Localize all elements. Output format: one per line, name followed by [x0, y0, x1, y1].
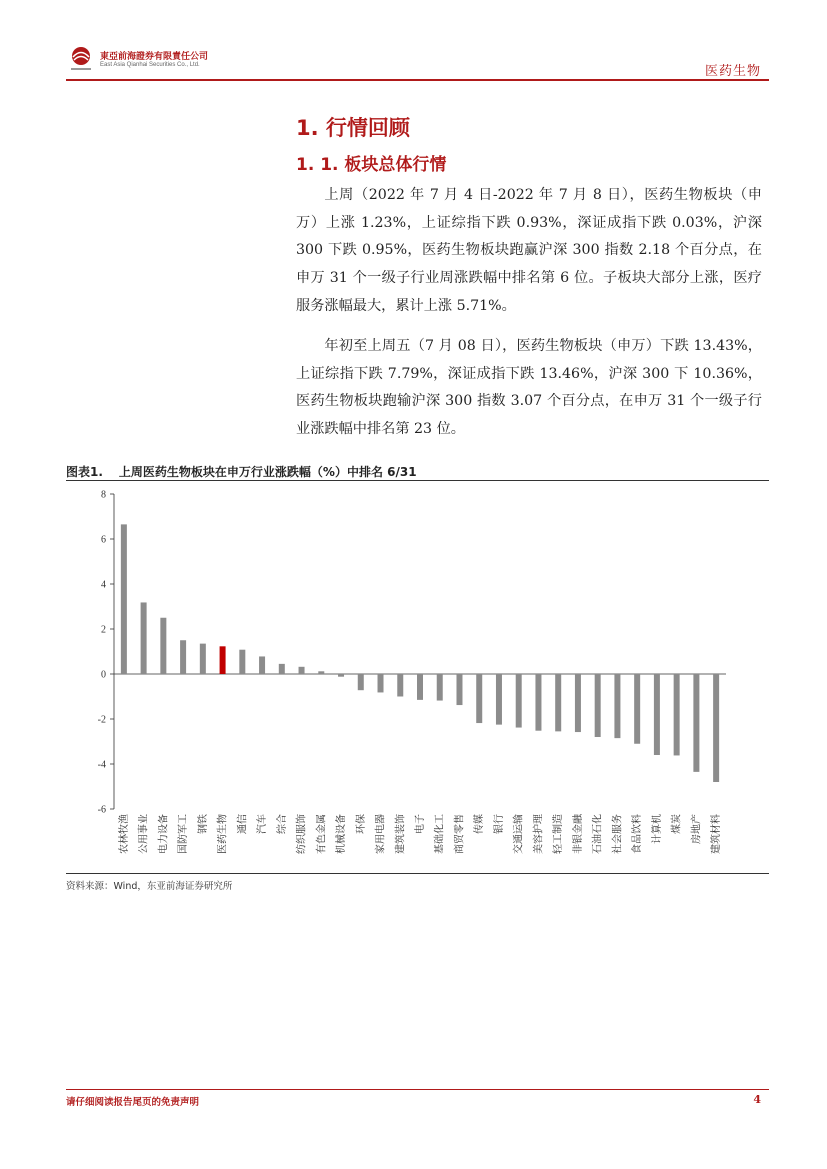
- x-category-label: 汽车: [257, 814, 269, 834]
- x-category-label: 综合: [276, 814, 288, 834]
- x-category-label: 石油石化: [592, 814, 604, 854]
- x-category-label: 家用电器: [375, 814, 387, 854]
- x-category-label: 交通运输: [513, 814, 525, 854]
- x-category-label: 公用事业: [138, 814, 150, 854]
- bar-12: [358, 674, 364, 690]
- y-tick-label: 2: [101, 624, 106, 636]
- bar-5: [220, 646, 226, 674]
- x-category-label: 银行: [493, 814, 505, 834]
- page-number: 4: [753, 1093, 761, 1106]
- bar-18: [476, 674, 482, 723]
- bar-9: [299, 667, 305, 674]
- figure-source: 资料来源：Wind，东亚前海证券研究所: [66, 881, 233, 892]
- company-name-en: East Asia Qianhai Securities Co., Ltd.: [100, 62, 200, 68]
- bar-14: [397, 674, 403, 697]
- x-category-label: 医药生物: [217, 814, 229, 854]
- x-category-label: 非银金融: [572, 814, 584, 854]
- bar-8: [279, 664, 285, 674]
- header-divider: [66, 79, 769, 81]
- x-category-label: 轻工制造: [553, 814, 565, 854]
- bar-19: [496, 674, 502, 725]
- figure-label: 图表1.: [66, 465, 103, 479]
- x-category-label: 有色金属: [316, 814, 328, 854]
- bar-21: [535, 674, 541, 731]
- bar-26: [634, 674, 640, 744]
- x-category-label: 纺织服饰: [296, 814, 308, 854]
- x-category-label: 通信: [237, 814, 249, 834]
- footer-divider: [66, 1089, 769, 1090]
- y-tick-label: 6: [101, 534, 106, 546]
- subsection-heading: 1. 1. 板块总体行情: [296, 155, 447, 175]
- figure-top-rule: [66, 480, 769, 481]
- company-name-cn: 東亞前海證券有限責任公司: [100, 52, 209, 62]
- x-category-label: 计算机: [651, 814, 663, 844]
- y-tick-label: 8: [101, 489, 106, 501]
- bar-15: [417, 674, 423, 700]
- x-category-label: 国防军工: [178, 814, 190, 854]
- x-category-label: 建筑装饰: [395, 814, 407, 854]
- bar-11: [338, 674, 344, 677]
- x-category-label: 美容护理: [533, 814, 545, 854]
- x-category-label: 煤炭: [671, 814, 683, 834]
- sector-tag: 医药生物: [704, 64, 761, 79]
- bar-27: [654, 674, 660, 755]
- section-heading: 1. 行情回顾: [296, 116, 410, 140]
- x-category-label: 电子: [415, 814, 426, 834]
- bar-25: [614, 674, 620, 738]
- x-category-label: 商贸零售: [454, 814, 466, 854]
- bar-13: [378, 674, 384, 692]
- bar-16: [437, 674, 443, 701]
- bar-2: [160, 618, 166, 674]
- bar-chart: [66, 484, 769, 872]
- x-category-label: 房地产: [691, 814, 703, 844]
- x-category-label: 电力设备: [158, 814, 170, 854]
- bar-29: [693, 674, 699, 772]
- bar-20: [516, 674, 522, 728]
- bar-17: [456, 674, 462, 705]
- bar-10: [318, 671, 324, 674]
- x-category-label: 基础化工: [434, 814, 446, 854]
- bar-6: [239, 650, 245, 674]
- bar-7: [259, 656, 265, 674]
- bar-3: [180, 640, 186, 674]
- bar-22: [555, 674, 561, 731]
- figure-caption: [66, 463, 433, 480]
- x-category-label: 社会服务: [612, 814, 624, 854]
- x-category-label: 农林牧渔: [118, 814, 130, 854]
- x-category-label: 环保: [355, 814, 367, 834]
- company-logo-icon: [66, 44, 96, 74]
- bar-24: [595, 674, 601, 737]
- y-tick-label: 4: [101, 579, 106, 591]
- bar-28: [674, 674, 680, 755]
- y-tick-label: -4: [97, 759, 106, 771]
- figure-title: 上周医药生物板块在申万行业涨跌幅（%）中排名 6/31: [118, 465, 417, 479]
- x-category-label: 传媒: [474, 814, 486, 834]
- body-paragraph-weekly: 上周（2022 年 7 月 4 日-2022 年 7 月 8 日），医药生物板块（申万）上涨 1.23%，上证综指下跌 0.93%，深证成指下跌 0.03%，沪深 300 下跌 0.95%，医药生物板块跑赢沪深 300 指数 2.18 个百分点，在申万 31 个一级子行业周涨跌幅中排名第 6 位。子板块大部分上涨，医疗服务涨幅最大，累计上涨 5.71%。: [296, 187, 762, 314]
- x-category-label: 钢铁: [197, 814, 209, 834]
- y-tick-label: -2: [97, 714, 106, 726]
- bar-23: [575, 674, 581, 732]
- x-category-label: 机械设备: [336, 814, 348, 854]
- bar-0: [121, 524, 127, 674]
- disclaimer-note: 请仔细阅读报告尾页的免责声明: [66, 1097, 200, 1108]
- x-category-label: 建筑材料: [711, 814, 723, 854]
- bar-1: [141, 602, 147, 674]
- body-paragraph-ytd: 年初至上周五（7 月 08 日），医药生物板块（申万）下跌 13.43%，上证综指下跌 7.79%，深证成指下跌 13.46%，沪深 300 下 10.36%，医药生物板块跑输沪深 300 指数 3.07 个百分点，在申万 31 个一级子行业涨跌幅中排名第 23 位。: [296, 338, 762, 438]
- figure-bottom-rule: [66, 873, 769, 874]
- y-tick-label: -6: [97, 804, 106, 816]
- x-category-label: 食品饮料: [632, 814, 644, 854]
- bar-30: [713, 674, 719, 782]
- bar-4: [200, 644, 206, 674]
- y-tick-label: 0: [101, 669, 106, 681]
